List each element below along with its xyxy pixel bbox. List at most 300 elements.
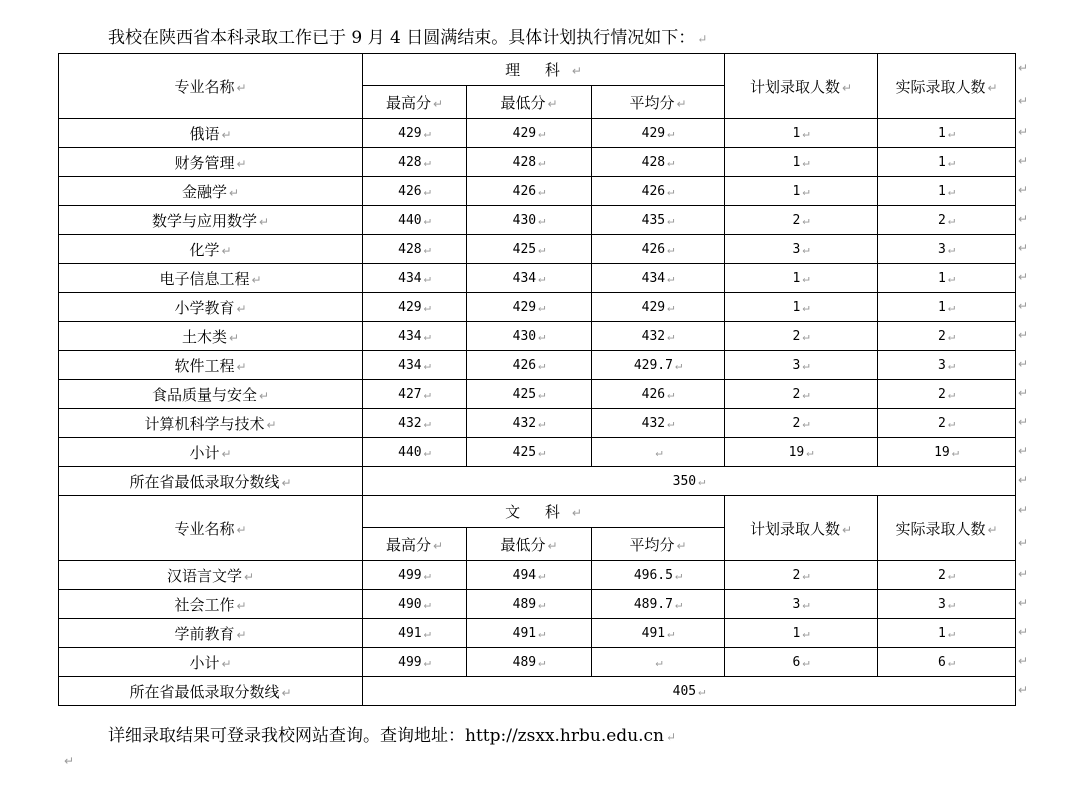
avg-score-cell: [592, 322, 725, 351]
avg-score-cell: [592, 619, 725, 648]
cell-end-mark-icon: ↵: [802, 625, 810, 640]
cell-end-mark-icon: ↵: [538, 328, 546, 343]
cell-end-mark-icon: ↵: [698, 683, 706, 698]
cell-end-mark-icon: ↵: [236, 80, 247, 95]
min-score-cell-text: 432: [512, 415, 537, 431]
planned-count-cell: [725, 590, 878, 619]
cell-end-mark-icon: ↵: [258, 388, 270, 403]
actual-count-cell: [878, 351, 1016, 380]
min-score-cell: [467, 148, 592, 177]
cell-end-mark-icon: ↵: [947, 125, 956, 140]
cell-end-mark-icon: ↵: [423, 415, 431, 430]
actual-count-cell-text: 1: [938, 154, 946, 170]
major-cell-text: 计算机科学与技术: [144, 414, 265, 433]
max-score-cell-text: 490: [398, 596, 422, 612]
cell-end-mark-icon: ↵: [423, 328, 431, 343]
min-score-header-text: 最低分: [500, 93, 546, 112]
cell-end-mark-icon: ↵: [667, 386, 675, 401]
cell-end-mark-icon: ↵: [802, 328, 810, 343]
admission-table: [58, 53, 1016, 706]
min-line-value: [363, 467, 1016, 496]
table-row: [59, 148, 1016, 177]
max-score-cell: [363, 322, 467, 351]
arts-header-row: [59, 496, 1016, 528]
footer-text: 详细录取结果可登录我校网站查询。查询地址：http://zsxx.hrbu.edu.cn: [108, 726, 665, 746]
max-score-cell: [363, 235, 467, 264]
planned-count-cell: [725, 351, 878, 380]
min-line-label: [59, 677, 363, 706]
min-score-cell: [467, 177, 592, 206]
max-score-header-text: 最高分: [385, 535, 431, 554]
actual-header-text: 实际录取人数: [895, 519, 986, 538]
planned-count-cell: [725, 561, 878, 590]
min-score-cell: [467, 380, 592, 409]
planned-count-cell: [725, 380, 878, 409]
cell-end-mark-icon: ↵: [667, 212, 675, 227]
cell-end-mark-icon: ↵: [423, 183, 431, 198]
cell-end-mark-icon: ↵: [802, 154, 810, 169]
min-score-cell-text: 430: [512, 212, 537, 228]
planned-count-cell-text: 2: [792, 212, 801, 228]
subtotal-actual: [878, 648, 1016, 677]
major-cell: [59, 619, 363, 648]
planned-count-cell: [725, 322, 878, 351]
row-end-mark-icon: ↵: [1018, 327, 1029, 342]
subtotal-label: [59, 648, 363, 677]
min-line-label: [59, 467, 363, 496]
max-score-cell: [363, 380, 467, 409]
avg-score-header: [592, 528, 725, 561]
subtotal-actual-text: 19: [934, 444, 950, 460]
planned-count-cell: [725, 119, 878, 148]
avg-score-cell: [592, 380, 725, 409]
min-score-cell-text: 428: [512, 154, 537, 170]
planned-count-cell-text: 2: [792, 415, 801, 431]
cell-end-mark-icon: ↵: [281, 685, 292, 700]
table-row: [59, 322, 1016, 351]
actual-count-cell: [878, 322, 1016, 351]
planned-count-cell-text: 3: [792, 596, 801, 612]
planned-count-cell-text: 2: [792, 567, 801, 583]
planned-count-cell-text: 1: [792, 183, 801, 199]
paragraph-mark-icon: ↵: [697, 32, 708, 46]
cell-end-mark-icon: ↵: [655, 654, 663, 669]
min-score-cell: [467, 619, 592, 648]
cell-end-mark-icon: ↵: [538, 415, 546, 430]
max-score-header-text: 最高分: [385, 93, 431, 112]
row-end-mark-icon: ↵: [1018, 153, 1029, 168]
cell-end-mark-icon: ↵: [667, 125, 675, 140]
cell-end-mark-icon: ↵: [676, 538, 687, 553]
cell-end-mark-icon: ↵: [266, 417, 277, 432]
max-score-cell: [363, 619, 467, 648]
major-cell: [59, 264, 363, 293]
row-end-mark-icon: ↵: [1018, 566, 1029, 581]
max-score-cell-text: 429: [398, 299, 422, 315]
cell-end-mark-icon: ↵: [423, 270, 431, 285]
avg-score-cell-text: 432: [641, 328, 666, 344]
avg-score-cell-text: 432: [641, 415, 666, 431]
actual-count-cell-text: 2: [938, 415, 946, 431]
major-cell-text: 金融学: [181, 182, 227, 201]
major-cell: [59, 561, 363, 590]
major-cell-text: 土木类: [181, 327, 227, 346]
subtotal-min: [467, 648, 592, 677]
planned-count-cell-text: 3: [792, 241, 801, 257]
max-score-cell: [363, 264, 467, 293]
cell-end-mark-icon: ↵: [538, 154, 546, 169]
row-end-mark-icon: ↵: [1018, 182, 1029, 197]
max-score-header: [363, 528, 467, 561]
avg-score-cell-text: 428: [641, 154, 666, 170]
cell-end-mark-icon: ↵: [423, 212, 431, 227]
min-score-cell-text: 429: [512, 299, 537, 315]
row-end-mark-icon: ↵: [1018, 269, 1029, 284]
table-row: [59, 409, 1016, 438]
min-score-header-text: 最低分: [500, 535, 546, 554]
actual-count-cell: [878, 590, 1016, 619]
min-score-cell: [467, 206, 592, 235]
cell-end-mark-icon: ↵: [547, 538, 558, 553]
min-score-cell-text: 426: [512, 183, 537, 199]
actual-count-cell: [878, 264, 1016, 293]
actual-count-cell: [878, 293, 1016, 322]
planned-count-cell: [725, 409, 878, 438]
major-header: [59, 496, 363, 561]
arts-min-line-row: [59, 677, 1016, 706]
table-row: [59, 177, 1016, 206]
cell-end-mark-icon: ↵: [667, 270, 675, 285]
row-end-mark-icon: ↵: [1018, 472, 1029, 487]
subtotal-min-text: 425: [512, 444, 537, 460]
actual-count-cell: [878, 177, 1016, 206]
cell-end-mark-icon: ↵: [571, 506, 582, 520]
major-cell-text: 财务管理: [174, 153, 235, 172]
actual-count-cell-text: 1: [938, 125, 946, 141]
row-end-mark-icon: ↵: [1018, 595, 1029, 610]
cell-end-mark-icon: ↵: [538, 567, 546, 582]
cell-end-mark-icon: ↵: [947, 596, 956, 611]
avg-score-cell-text: 435: [641, 212, 666, 228]
cell-end-mark-icon: ↵: [802, 357, 810, 372]
min-line-value-text: 405: [672, 683, 697, 699]
avg-score-cell: [592, 206, 725, 235]
planned-count-cell-text: 2: [792, 386, 801, 402]
major-header-text: 专业名称: [174, 77, 235, 96]
arts-subtotal-row: [59, 648, 1016, 677]
actual-count-cell: [878, 148, 1016, 177]
cell-end-mark-icon: ↵: [842, 80, 853, 95]
min-line-value-text: 350: [672, 473, 697, 489]
major-cell-text: 电子信息工程: [159, 269, 250, 288]
cell-end-mark-icon: ↵: [423, 444, 431, 459]
cell-end-mark-icon: ↵: [951, 444, 959, 459]
cell-end-mark-icon: ↵: [674, 567, 683, 582]
max-score-cell-text: 432: [398, 415, 422, 431]
row-end-mark-icon: ↵: [1018, 356, 1029, 371]
cell-end-mark-icon: ↵: [236, 598, 247, 613]
table-row: [59, 590, 1016, 619]
row-end-mark-icon: ↵: [1018, 503, 1029, 517]
planned-count-cell-text: 1: [792, 299, 801, 315]
admission-table-body: [59, 54, 1016, 706]
footer-paragraph: [108, 726, 676, 747]
cell-end-mark-icon: ↵: [221, 656, 232, 671]
actual-header: [878, 496, 1016, 561]
actual-count-cell: [878, 206, 1016, 235]
max-score-cell: [363, 561, 467, 590]
avg-score-cell: [592, 561, 725, 590]
planned-count-cell: [725, 148, 878, 177]
major-cell-text: 软件工程: [174, 356, 235, 375]
cell-end-mark-icon: ↵: [674, 357, 683, 372]
cell-end-mark-icon: ↵: [698, 473, 706, 488]
subtotal-actual: [878, 438, 1016, 467]
science-section-title: [363, 54, 725, 86]
planned-count-cell-text: 1: [792, 125, 801, 141]
cell-end-mark-icon: ↵: [802, 125, 810, 140]
max-score-cell-text: 426: [398, 183, 422, 199]
max-score-cell: [363, 351, 467, 380]
avg-score-cell-text: 429: [641, 299, 666, 315]
major-cell: [59, 293, 363, 322]
subtotal-max: [363, 438, 467, 467]
avg-score-cell-text: 489.7: [633, 596, 673, 612]
paragraph-mark-icon: ↵: [64, 754, 75, 768]
cell-end-mark-icon: ↵: [987, 80, 998, 95]
cell-end-mark-icon: ↵: [676, 96, 687, 111]
cell-end-mark-icon: ↵: [538, 299, 546, 314]
max-score-cell-text: 434: [398, 357, 422, 373]
table-row: [59, 264, 1016, 293]
min-line-label-text: 所在省最低录取分数线: [129, 682, 280, 701]
paragraph-mark-icon: ↵: [666, 730, 677, 744]
table-row: [59, 119, 1016, 148]
min-score-cell: [467, 351, 592, 380]
avg-score-cell-text: 429.7: [633, 357, 673, 373]
cell-end-mark-icon: ↵: [667, 328, 675, 343]
max-score-cell: [363, 206, 467, 235]
min-score-header: [467, 528, 592, 561]
cell-end-mark-icon: ↵: [221, 243, 232, 258]
actual-count-cell: [878, 561, 1016, 590]
actual-count-cell-text: 1: [938, 183, 946, 199]
cell-end-mark-icon: ↵: [251, 272, 262, 287]
cell-end-mark-icon: ↵: [281, 475, 292, 490]
actual-count-cell-text: 2: [938, 328, 946, 344]
cell-end-mark-icon: ↵: [423, 386, 431, 401]
row-end-mark-icon: ↵: [1018, 240, 1029, 255]
subtotal-label-text: 小计: [189, 653, 220, 672]
planned-count-cell-text: 1: [792, 154, 801, 170]
cell-end-mark-icon: ↵: [802, 183, 810, 198]
subtotal-avg: [592, 648, 725, 677]
min-score-header: [467, 86, 592, 119]
avg-score-cell: [592, 235, 725, 264]
cell-end-mark-icon: ↵: [538, 270, 546, 285]
actual-count-cell-text: 3: [938, 241, 946, 257]
cell-end-mark-icon: ↵: [947, 154, 956, 169]
planned-count-cell: [725, 177, 878, 206]
cell-end-mark-icon: ↵: [538, 444, 546, 459]
cell-end-mark-icon: ↵: [258, 214, 270, 229]
min-score-cell-text: 494: [512, 567, 537, 583]
cell-end-mark-icon: ↵: [538, 625, 546, 640]
cell-end-mark-icon: ↵: [547, 96, 558, 111]
cell-end-mark-icon: ↵: [802, 212, 810, 227]
row-end-mark-icon: ↵: [1018, 61, 1029, 75]
max-score-cell-text: 429: [398, 125, 422, 141]
min-score-cell: [467, 293, 592, 322]
planned-count-cell: [725, 619, 878, 648]
cell-end-mark-icon: ↵: [236, 359, 247, 374]
cell-end-mark-icon: ↵: [802, 654, 810, 669]
table-row: [59, 235, 1016, 264]
cell-end-mark-icon: ↵: [947, 241, 956, 256]
actual-count-cell: [878, 380, 1016, 409]
max-score-cell: [363, 177, 467, 206]
planned-count-cell: [725, 264, 878, 293]
actual-count-cell: [878, 235, 1016, 264]
cell-end-mark-icon: ↵: [947, 386, 956, 401]
min-score-cell-text: 429: [512, 125, 537, 141]
science-header-row: [59, 54, 1016, 86]
cell-end-mark-icon: ↵: [236, 156, 247, 171]
max-score-cell-text: 428: [398, 241, 422, 257]
subtotal-min: [467, 438, 592, 467]
intro-text: 我校在陕西省本科录取工作已于 9 月 4 日圆满结束。具体计划执行情况如下：: [108, 28, 696, 48]
actual-count-cell-text: 1: [938, 270, 946, 286]
major-cell: [59, 380, 363, 409]
planned-header: [725, 54, 878, 119]
cell-end-mark-icon: ↵: [802, 386, 810, 401]
major-cell-text: 俄语: [189, 124, 220, 143]
cell-end-mark-icon: ↵: [987, 522, 998, 537]
max-score-cell: [363, 409, 467, 438]
science-section-title-text: 理 科: [505, 61, 570, 79]
max-score-cell: [363, 148, 467, 177]
cell-end-mark-icon: ↵: [423, 357, 431, 372]
planned-count-cell-text: 3: [792, 357, 801, 373]
cell-end-mark-icon: ↵: [947, 328, 956, 343]
subtotal-max-text: 499: [398, 654, 422, 670]
arts-section-title-text: 文 科: [505, 503, 570, 521]
major-cell: [59, 206, 363, 235]
avg-score-cell: [592, 590, 725, 619]
cell-end-mark-icon: ↵: [802, 596, 810, 611]
min-line-value: [363, 677, 1016, 706]
actual-count-cell-text: 2: [938, 567, 946, 583]
max-score-cell-text: 434: [398, 328, 422, 344]
min-score-cell-text: 425: [512, 386, 537, 402]
planned-count-cell: [725, 235, 878, 264]
cell-end-mark-icon: ↵: [228, 330, 240, 345]
major-cell: [59, 322, 363, 351]
max-score-cell-text: 491: [398, 625, 422, 641]
cell-end-mark-icon: ↵: [423, 299, 431, 314]
max-score-cell: [363, 293, 467, 322]
avg-score-header-text: 平均分: [629, 535, 675, 554]
row-end-mark-icon: ↵: [1018, 414, 1029, 429]
cell-end-mark-icon: ↵: [655, 444, 663, 459]
actual-count-cell-text: 2: [938, 212, 946, 228]
row-end-mark-icon: ↵: [1018, 385, 1029, 400]
max-score-cell-text: 434: [398, 270, 422, 286]
cell-end-mark-icon: ↵: [947, 415, 956, 430]
avg-score-cell-text: 429: [641, 125, 666, 141]
cell-end-mark-icon: ↵: [423, 241, 431, 256]
actual-header: [878, 54, 1016, 119]
cell-end-mark-icon: ↵: [802, 270, 810, 285]
row-end-mark-icon: ↵: [1018, 653, 1029, 668]
planned-count-cell-text: 1: [792, 270, 801, 286]
actual-count-cell: [878, 619, 1016, 648]
major-cell-text: 化学: [189, 240, 220, 259]
cell-end-mark-icon: ↵: [667, 154, 675, 169]
row-end-mark-icon: ↵: [1018, 443, 1029, 458]
avg-score-cell: [592, 351, 725, 380]
major-cell-text: 社会工作: [174, 595, 235, 614]
planned-header-text: 计划录取人数: [749, 77, 840, 96]
subtotal-planned: [725, 648, 878, 677]
cell-end-mark-icon: ↵: [228, 185, 240, 200]
actual-count-cell-text: 2: [938, 386, 946, 402]
cell-end-mark-icon: ↵: [423, 654, 431, 669]
cell-end-mark-icon: ↵: [423, 125, 431, 140]
cell-end-mark-icon: ↵: [947, 212, 956, 227]
cell-end-mark-icon: ↵: [432, 538, 444, 553]
min-score-cell: [467, 119, 592, 148]
major-cell: [59, 235, 363, 264]
table-row: [59, 351, 1016, 380]
cell-end-mark-icon: ↵: [221, 127, 232, 142]
row-end-mark-icon: ↵: [1018, 298, 1029, 313]
major-cell: [59, 119, 363, 148]
cell-end-mark-icon: ↵: [667, 415, 675, 430]
cell-end-mark-icon: ↵: [423, 567, 431, 582]
cell-end-mark-icon: ↵: [423, 596, 431, 611]
cell-end-mark-icon: ↵: [802, 299, 810, 314]
major-cell-text: 数学与应用数学: [151, 211, 257, 230]
planned-count-cell: [725, 293, 878, 322]
max-score-cell: [363, 590, 467, 619]
planned-header: [725, 496, 878, 561]
row-end-mark-icon: ↵: [1018, 124, 1029, 139]
planned-count-cell: [725, 206, 878, 235]
avg-score-cell: [592, 177, 725, 206]
min-score-cell: [467, 264, 592, 293]
max-score-header: [363, 86, 467, 119]
science-subtotal-row: [59, 438, 1016, 467]
avg-score-cell-text: 491: [641, 625, 666, 641]
min-score-cell: [467, 590, 592, 619]
science-min-line-row: [59, 467, 1016, 496]
cell-end-mark-icon: ↵: [674, 596, 683, 611]
cell-end-mark-icon: ↵: [806, 444, 814, 459]
cell-end-mark-icon: ↵: [947, 183, 956, 198]
min-score-cell-text: 489: [512, 596, 537, 612]
actual-count-cell: [878, 119, 1016, 148]
min-score-cell: [467, 235, 592, 264]
intro-paragraph: [108, 28, 707, 49]
subtotal-planned-text: 19: [788, 444, 805, 460]
min-score-cell-text: 426: [512, 357, 537, 373]
avg-score-cell: [592, 409, 725, 438]
cell-end-mark-icon: ↵: [243, 569, 255, 584]
cell-end-mark-icon: ↵: [221, 446, 232, 461]
subtotal-avg: [592, 438, 725, 467]
cell-end-mark-icon: ↵: [538, 212, 546, 227]
